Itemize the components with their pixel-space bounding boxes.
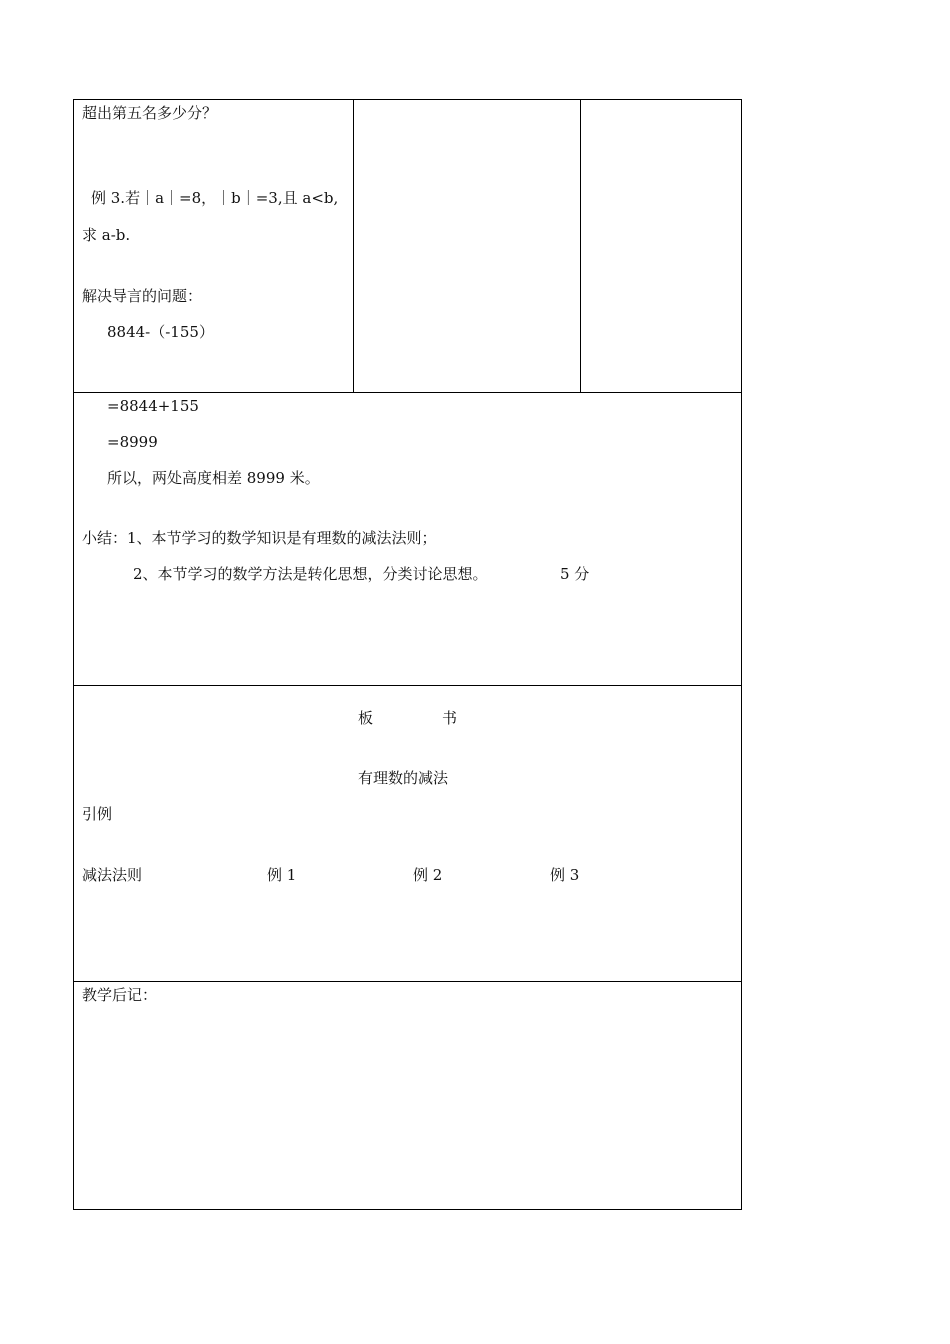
row-divider-3 xyxy=(73,981,742,982)
row-divider-1 xyxy=(73,392,742,393)
column-divider-1 xyxy=(353,99,354,392)
calc-line3: =8999 xyxy=(107,433,158,451)
board-example3: 例 3 xyxy=(550,866,580,884)
board-example2: 例 2 xyxy=(413,866,443,884)
board-heading-char1: 板 xyxy=(358,709,374,727)
summary-line2: 2、本节学习的数学方法是转化思想，分类讨论思想。 xyxy=(133,565,488,583)
summary-time: 5 分 xyxy=(560,565,590,583)
example3-line1: 例 3.若｜a｜=8，｜b｜=3,且 a<b, xyxy=(91,189,339,207)
intro-problem-label: 解决导言的问题： xyxy=(82,287,203,305)
lesson-table xyxy=(73,99,742,1210)
example3-line2: 求 a-b. xyxy=(82,226,131,244)
summary-line1: 小结：1、本节学习的数学知识是有理数的减法法则； xyxy=(82,529,437,547)
board-example1: 例 1 xyxy=(267,866,297,884)
board-heading-char2: 书 xyxy=(442,709,458,727)
board-topic: 有理数的减法 xyxy=(358,769,449,787)
column-divider-2 xyxy=(580,99,581,392)
row-divider-2 xyxy=(73,685,742,686)
board-rule: 减法法则 xyxy=(82,866,143,884)
calc-line2: =8844+155 xyxy=(107,397,199,415)
postscript-label: 教学后记： xyxy=(82,986,158,1004)
question-tail: 超出第五名多少分？ xyxy=(82,104,218,122)
calc-line1: 8844-（-155） xyxy=(107,323,214,341)
board-intro-example: 引例 xyxy=(82,805,113,823)
conclusion: 所以，两处高度相差 8999 米。 xyxy=(107,469,320,487)
